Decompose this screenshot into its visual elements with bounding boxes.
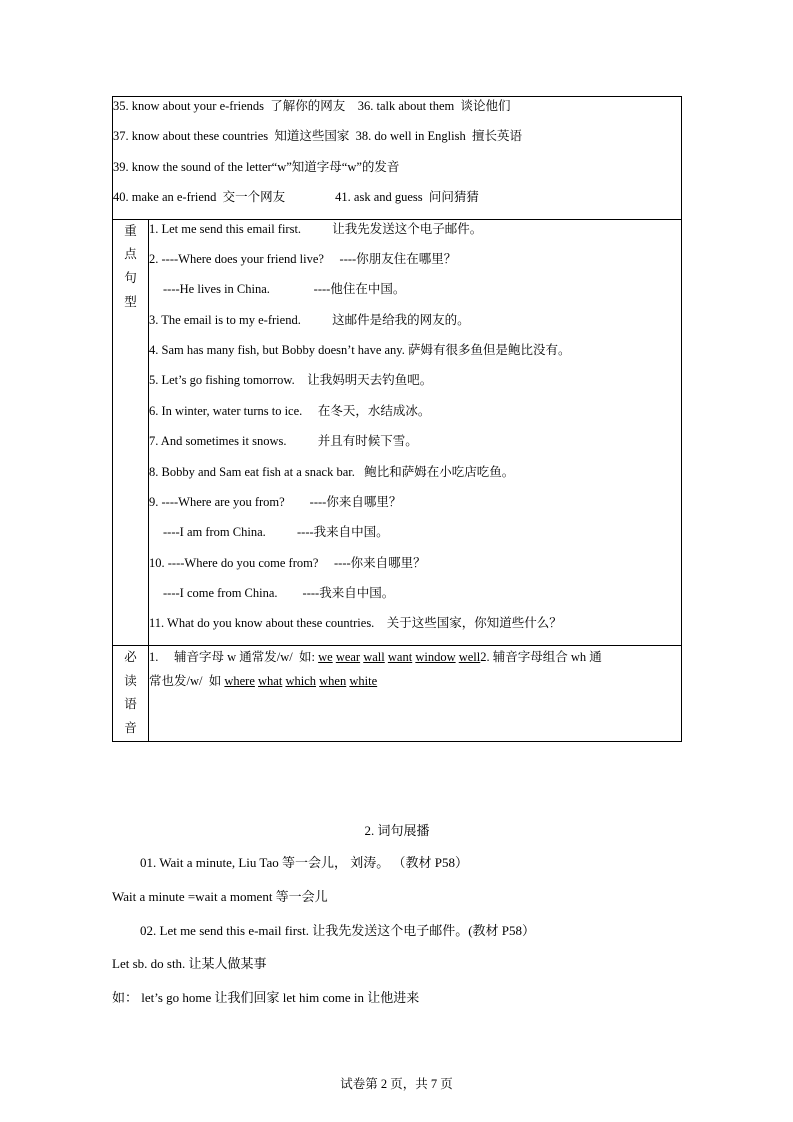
phonics-word: wall [363, 649, 385, 664]
row-label-char: 必 [124, 649, 137, 664]
key-sentences-cell [149, 219, 682, 645]
phonics-word: well [458, 649, 481, 664]
vocabulary-cell [113, 97, 682, 220]
sentence-line: 7. And sometimes it snows. 并且有时候下雪。 [149, 434, 418, 449]
sentence-line: 9. ----Where are you from? ----你来自哪里？ [149, 494, 402, 509]
table-row-key-sentences [113, 219, 682, 645]
sentence-line: ----I am from China. ----我来自中国。 [163, 525, 389, 540]
after-table-content [112, 820, 682, 1022]
phonics-prefix: 1. 辅音字母 w 通常发/w/ 如: [149, 649, 319, 664]
phonics-word: when [319, 673, 347, 688]
row-label-char: 读 [124, 673, 137, 688]
note-paragraph: Wait a minute =wait a moment 等一会儿 [112, 888, 328, 904]
sentence-line: 4. Sam has many fish, but Bobby doesn’t have any. 萨姆有很多鱼但是鲍比没有。 [149, 343, 571, 357]
vocabulary-line: 39. know the sound of the letter“w”知道字母“w”的发音 [113, 159, 400, 174]
table-row-vocabulary [113, 97, 682, 220]
note-paragraph: 02. Let me send this e-mail first. 让我先发送这个电子邮件。(教材 P58） [140, 922, 536, 938]
phonics-word: which [285, 673, 317, 688]
sentence-line: 3. The email is to my e-friend. 这邮件是给我的网友的。 [149, 312, 470, 327]
phonics-word: what [258, 673, 283, 688]
sentence-line: 8. Bobby and Sam eat fish at a snack bar. 鲍比和萨姆在小吃店吃鱼。 [149, 464, 515, 479]
sentence-line: ----I come from China. ----我来自中国。 [163, 586, 395, 600]
vocabulary-line: 37. know about these countries 知道这些国家 38. do well in English 擅长英语 [113, 129, 522, 144]
row-label-char: 点 [124, 247, 137, 262]
row-label-char: 音 [124, 721, 137, 735]
phonics-word: wear [335, 649, 361, 664]
row-label-phonics [113, 645, 149, 741]
page-footer: 试卷第 2 页，共 7 页 [340, 1077, 453, 1091]
row-label-char: 型 [124, 294, 137, 309]
sentence-line: 5. Let’s go fishing tomorrow. 让我妈明天去钓鱼吧。 [149, 373, 433, 388]
sentence-line: 6. In winter, water turns to ice. 在冬天，水结成冰。 [149, 403, 431, 418]
vocabulary-line: 35. know about your e-friends 了解你的网友 36. talk about them 谈论他们 [113, 99, 511, 113]
phonics-word: white [349, 673, 378, 688]
row-label-char: 句 [124, 271, 137, 285]
sentence-line: 10. ----Where do you come from? ----你来自哪里？ [149, 555, 426, 570]
note-paragraph: Let sb. do sth. 让某人做某事 [112, 956, 267, 972]
section-heading: 2. 词句展播 [364, 823, 430, 838]
sentence-line: 1. Let me send this email first. 让我先发送这个电子邮件。 [149, 221, 483, 236]
phonics-cell [149, 645, 682, 741]
phonics-word: want [387, 649, 413, 664]
phonics-prefix: 常也发/w/ 如 [149, 673, 225, 688]
phonics-word: we [318, 649, 333, 664]
note-paragraph: 如： let’s go home 让我们回家 let him come in 让他进来 [112, 990, 420, 1006]
row-label-char: 语 [124, 697, 137, 712]
phonics-line [149, 670, 681, 694]
phonics-word: where [224, 673, 255, 688]
phonics-line [149, 646, 681, 670]
note-paragraph: 01. Wait a minute, Liu Tao 等一会儿， 刘涛。 （教材 P58） [140, 855, 468, 870]
sentence-line: 11. What do you know about these countries. 关于这些国家，你知道些什么？ [149, 616, 562, 631]
notes-table [112, 96, 682, 742]
vocabulary-line: 40. make an e-friend 交一个网友 41. ask and guess 问问猜猜 [113, 190, 479, 205]
sentence-line: ----He lives in China. ----他住在中国。 [163, 282, 406, 297]
phonics-word: window [415, 649, 456, 664]
table-row-phonics [113, 645, 682, 741]
row-label-char: 重 [124, 223, 137, 238]
sentence-line: 2. ----Where does your friend live? ----你朋友住在哪里？ [149, 251, 457, 266]
phonics-suffix: 2. 辅音字母组合 wh 通 [480, 649, 602, 664]
row-label-key-sentences [113, 219, 149, 645]
